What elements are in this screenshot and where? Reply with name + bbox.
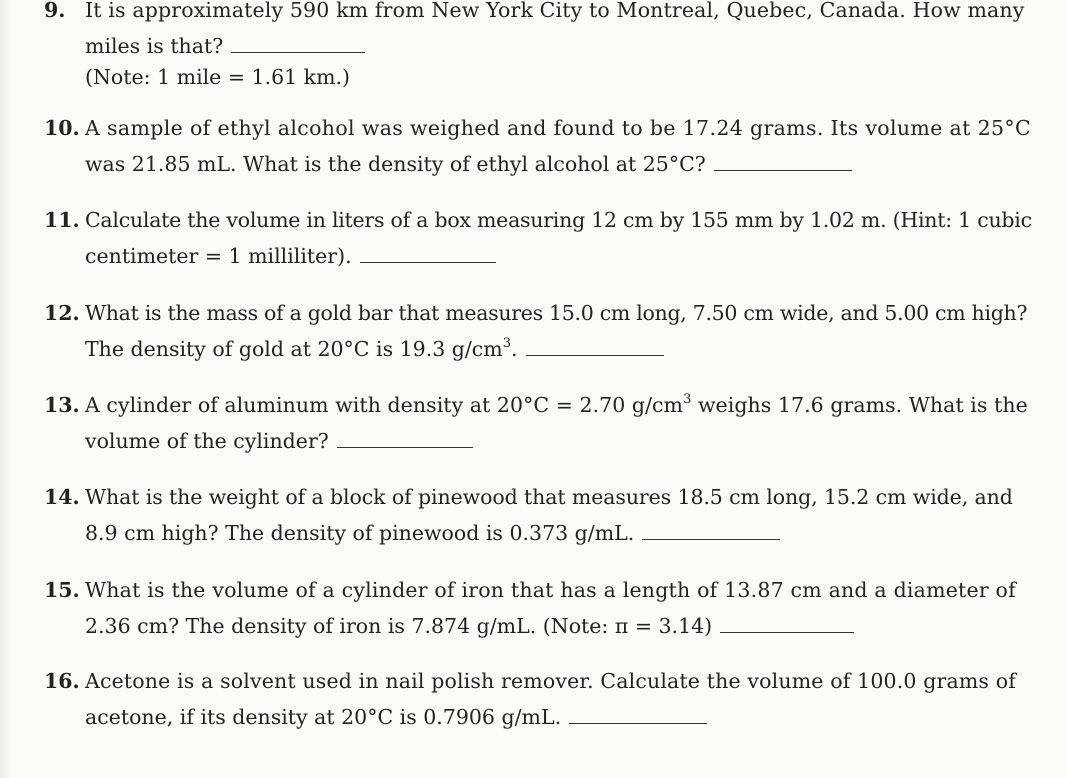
question-number: 10. xyxy=(44,116,80,140)
question-text-line: A sample of ethyl alcohol was weighed and found to be 17.24 grams. Its volume at 25°C xyxy=(85,116,1031,140)
question-text-line: It is approximately 590 km from New York City to Montreal, Quebec, Canada. How many xyxy=(85,0,1025,22)
question-text-line: What is the volume of a cylinder of iron that has a length of 13.87 cm and a diameter of xyxy=(85,578,1016,602)
question-text-line: What is the weight of a block of pinewood that measures 18.5 cm long, 15.2 cm wide, and xyxy=(85,485,1013,509)
question-text-line: weighs 17.6 grams. What is the xyxy=(691,393,1028,417)
answer-blank[interactable] xyxy=(337,425,473,448)
question-note: (Note: 1 mile = 1.61 km.) xyxy=(85,65,351,89)
question-11 xyxy=(44,202,1054,274)
answer-blank[interactable] xyxy=(720,610,854,633)
question-text-line: What is the mass of a gold bar that measures 15.0 cm long, 7.50 cm wide, and 5.00 cm high? xyxy=(85,301,1028,325)
question-text-line: Acetone is a solvent used in nail polish remover. Calculate the volume of 100.0 grams of xyxy=(85,669,1016,693)
page-edge-shadow xyxy=(0,0,14,778)
question-text-line: . xyxy=(511,337,518,361)
question-number: 14. xyxy=(44,485,80,509)
question-9 xyxy=(44,0,1054,90)
answer-blank[interactable] xyxy=(231,30,365,53)
question-13 xyxy=(44,387,1054,459)
question-10 xyxy=(44,110,1054,182)
answer-blank[interactable] xyxy=(642,517,780,540)
question-15 xyxy=(44,572,1054,644)
question-text-line: centimeter = 1 milliliter). xyxy=(85,244,352,268)
question-number: 9. xyxy=(44,0,66,22)
answer-blank[interactable] xyxy=(714,148,852,171)
question-text-line: 2.36 cm? The density of iron is 7.874 g/mL. (Note: π = 3.14) xyxy=(85,614,713,638)
question-text-line: volume of the cylinder? xyxy=(85,429,329,453)
question-number: 11. xyxy=(44,208,80,232)
answer-blank[interactable] xyxy=(569,701,707,724)
question-14 xyxy=(44,479,1054,551)
answer-blank[interactable] xyxy=(360,240,496,263)
question-number: 15. xyxy=(44,578,80,602)
question-12 xyxy=(44,295,1054,367)
question-text-line: The density of gold at 20°C is 19.3 g/cm xyxy=(85,337,503,361)
question-text-line: acetone, if its density at 20°C is 0.7906 g/mL. xyxy=(85,705,562,729)
question-text-line: miles is that? xyxy=(85,34,224,58)
question-number: 13. xyxy=(44,393,80,417)
question-number: 12. xyxy=(44,301,80,325)
question-number: 16. xyxy=(44,669,80,693)
question-text-line: Calculate the volume in liters of a box measuring 12 cm by 155 mm by 1.02 m. (Hint: 1 cubic xyxy=(85,208,1032,232)
question-16 xyxy=(44,663,1054,735)
question-text-line: A cylinder of aluminum with density at 20°C = 2.70 g/cm xyxy=(85,393,684,417)
superscript: 3 xyxy=(683,392,692,408)
question-text-line: was 21.85 mL. What is the density of ethyl alcohol at 25°C? xyxy=(85,152,706,176)
question-text-line: 8.9 cm high? The density of pinewood is 0.373 g/mL. xyxy=(85,521,635,545)
answer-blank[interactable] xyxy=(526,333,664,356)
superscript: 3 xyxy=(502,336,511,352)
